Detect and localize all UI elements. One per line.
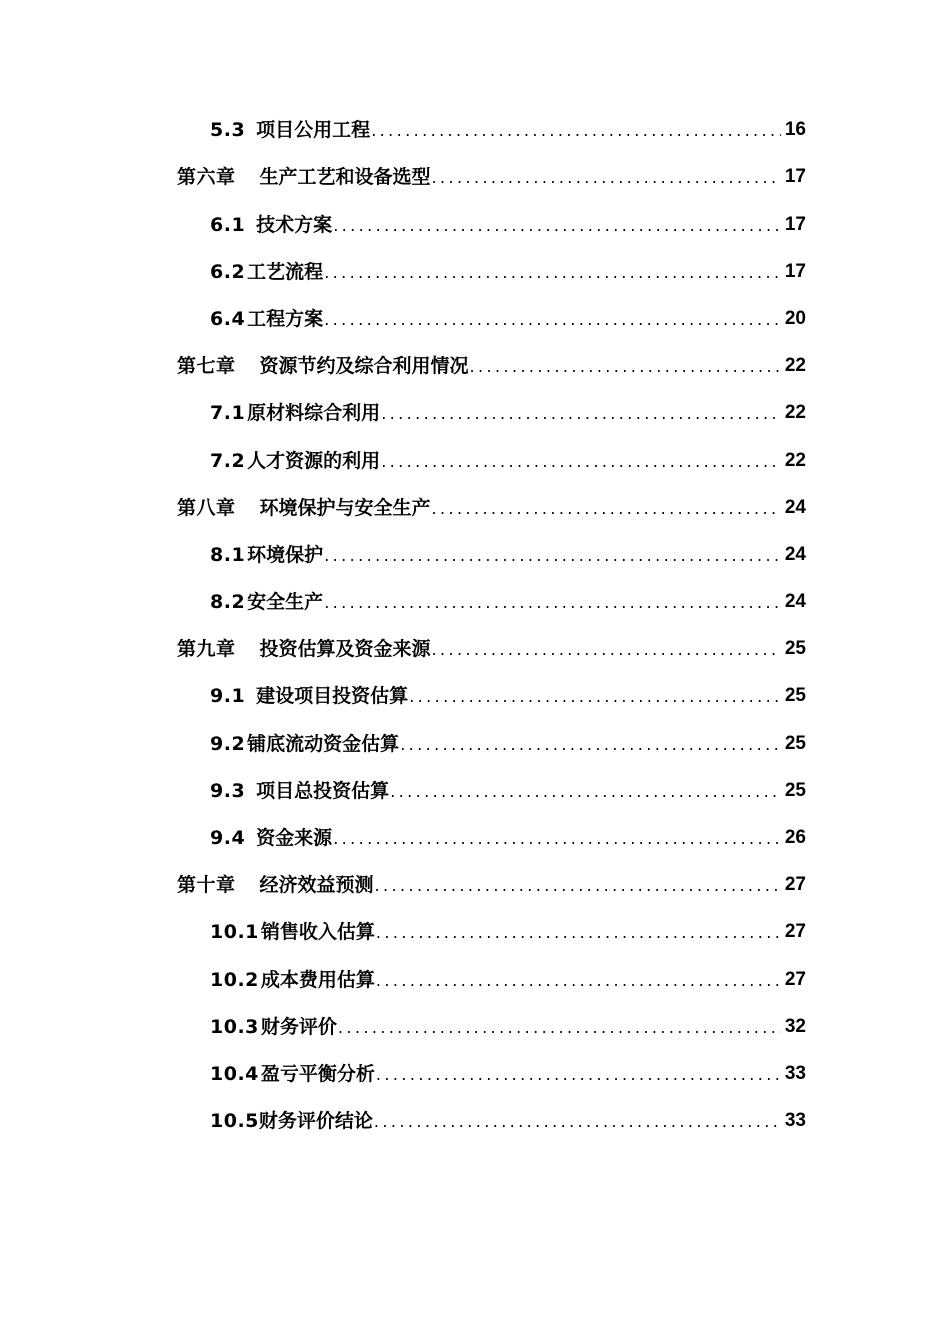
dot-leader	[374, 1112, 781, 1132]
toc-entry-page: 25	[784, 685, 806, 707]
toc-chapter-10[interactable]	[0, 859, 950, 906]
toc-entry-10-4[interactable]	[0, 1048, 950, 1095]
toc-entry-number: 10.2	[210, 968, 259, 991]
dot-leader	[324, 546, 781, 566]
toc-entry-title: 原材料综合利用	[247, 402, 381, 425]
toc-entry-number: 6.4	[210, 307, 246, 330]
toc-entry-page: 27	[784, 921, 806, 943]
dot-leader	[324, 310, 781, 330]
toc-entry-9-3[interactable]	[0, 765, 950, 812]
toc-chapter-6[interactable]	[0, 151, 950, 198]
toc-chapter-number: 第九章	[177, 638, 236, 661]
toc-entry-title: 工程方案	[247, 307, 324, 330]
toc-entry-9-1[interactable]	[0, 670, 950, 717]
toc-entry-9-4[interactable]	[0, 812, 950, 859]
table-of-contents	[0, 104, 950, 1142]
dot-leader	[432, 499, 781, 519]
toc-entry-title: 财务评价结论	[258, 1110, 373, 1133]
dot-leader	[470, 357, 781, 377]
toc-entry-title: 工艺流程	[247, 260, 324, 283]
toc-entry-10-2[interactable]	[0, 953, 950, 1000]
toc-entry-title: 销售收入估算	[260, 921, 375, 944]
dot-leader	[333, 216, 781, 236]
toc-chapter-number: 第十章	[177, 874, 236, 897]
toc-entry-title: 项目公用工程	[256, 119, 371, 142]
toc-chapter-9[interactable]	[0, 623, 950, 670]
toc-entry-page: 24	[784, 591, 806, 613]
toc-entry-9-2[interactable]	[0, 717, 950, 764]
toc-entry-page: 32	[784, 1015, 806, 1037]
toc-entry-title: 铺底流动资金估算	[247, 732, 400, 755]
toc-entry-number: 9.3	[210, 779, 246, 802]
toc-entry-5-3[interactable]	[0, 104, 950, 151]
toc-entry-page: 22	[784, 402, 806, 424]
toc-entry-number: 7.2	[210, 449, 246, 472]
dot-leader	[376, 971, 781, 991]
toc-entry-title: 项目总投资估算	[256, 779, 390, 802]
toc-chapter-title: 资源节约及综合利用情况	[259, 355, 469, 378]
toc-entry-page: 33	[784, 1062, 806, 1084]
toc-entry-number: 9.1	[210, 685, 246, 708]
dot-leader	[381, 404, 781, 424]
dot-leader	[333, 829, 781, 849]
dot-leader	[432, 640, 781, 660]
dot-leader	[371, 121, 781, 141]
toc-entry-title: 人才资源的利用	[247, 449, 381, 472]
toc-entry-title: 资金来源	[256, 827, 333, 849]
toc-entry-7-2[interactable]	[0, 434, 950, 481]
dot-leader	[381, 452, 781, 472]
toc-entry-number: 5.3	[210, 119, 246, 142]
toc-entry-number: 6.1	[210, 213, 246, 236]
toc-chapter-7[interactable]	[0, 340, 950, 387]
toc-entry-title: 成本费用估算	[260, 968, 375, 991]
toc-entry-title: 盈亏平衡分析	[260, 1062, 375, 1085]
toc-entry-number: 8.1	[210, 543, 246, 566]
dot-leader	[324, 593, 781, 613]
toc-entry-10-5[interactable]	[0, 1095, 950, 1142]
toc-entry-10-3[interactable]	[0, 1001, 950, 1048]
dot-leader	[376, 1065, 781, 1085]
toc-chapter-number: 第七章	[177, 355, 236, 378]
toc-chapter-title: 经济效益预测	[259, 874, 374, 897]
toc-entry-8-2[interactable]	[0, 576, 950, 623]
toc-chapter-title: 环境保护与安全生产	[259, 496, 431, 519]
toc-entry-number: 10.5	[210, 1110, 259, 1133]
toc-chapter-8[interactable]	[0, 482, 950, 529]
toc-entry-title: 财务评价	[260, 1015, 337, 1038]
dot-leader	[324, 263, 781, 283]
toc-entry-page: 22	[784, 449, 806, 471]
toc-entry-page: 27	[784, 968, 806, 990]
toc-entry-number: 7.1	[210, 402, 246, 425]
dot-leader	[338, 1018, 781, 1038]
toc-entry-8-1[interactable]	[0, 529, 950, 576]
dot-leader	[400, 735, 781, 755]
toc-entry-title: 环境保护	[247, 543, 324, 566]
toc-entry-page: 24	[784, 543, 806, 565]
toc-entry-page: 22	[784, 355, 806, 377]
dot-leader	[432, 168, 781, 188]
toc-entry-6-2[interactable]	[0, 246, 950, 293]
dot-leader	[376, 923, 781, 943]
toc-chapter-title: 投资估算及资金来源	[259, 638, 431, 661]
toc-entry-page: 25	[784, 779, 806, 801]
toc-entry-number: 9.2	[210, 732, 246, 755]
toc-entry-page: 17	[784, 260, 806, 282]
toc-entry-page: 17	[784, 213, 806, 235]
toc-entry-page: 26	[784, 827, 806, 848]
toc-entry-page: 16	[784, 119, 806, 141]
dot-leader	[409, 687, 781, 707]
toc-entry-page: 25	[784, 732, 806, 754]
toc-entry-number: 10.3	[210, 1015, 259, 1038]
toc-entry-title: 安全生产	[247, 591, 324, 614]
toc-entry-page: 25	[784, 638, 806, 660]
toc-entry-title: 技术方案	[256, 213, 333, 236]
toc-entry-6-1[interactable]	[0, 198, 950, 245]
toc-entry-6-4[interactable]	[0, 293, 950, 340]
toc-entry-number: 8.2	[210, 591, 246, 614]
toc-entry-title: 建设项目投资估算	[256, 685, 409, 708]
dot-leader	[390, 782, 781, 802]
toc-chapter-title: 生产工艺和设备选型	[259, 166, 431, 189]
toc-entry-page: 20	[784, 307, 806, 329]
dot-leader	[375, 876, 781, 896]
toc-entry-number: 10.1	[210, 921, 259, 944]
toc-entry-7-1[interactable]	[0, 387, 950, 434]
toc-entry-number: 6.2	[210, 260, 246, 283]
toc-chapter-number: 第六章	[177, 166, 236, 189]
toc-entry-number: 9.4	[210, 827, 246, 849]
toc-entry-page: 33	[784, 1110, 806, 1132]
toc-entry-page: 17	[784, 166, 806, 188]
toc-chapter-number: 第八章	[177, 496, 236, 519]
toc-entry-10-1[interactable]	[0, 906, 950, 953]
toc-entry-number: 10.4	[210, 1062, 259, 1085]
toc-entry-page: 24	[784, 496, 806, 518]
toc-entry-page: 27	[784, 874, 806, 896]
